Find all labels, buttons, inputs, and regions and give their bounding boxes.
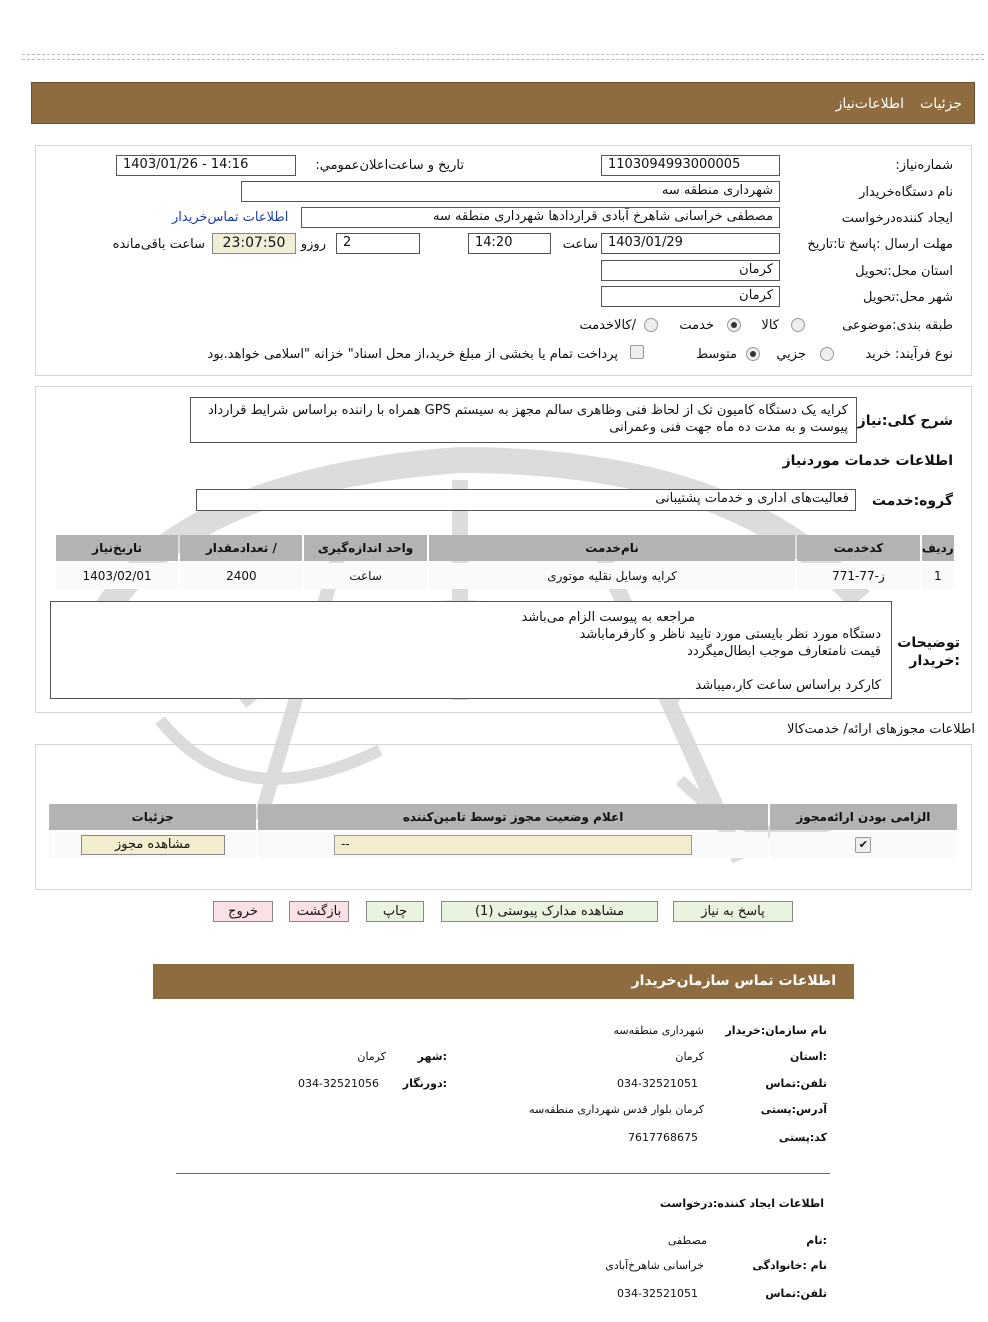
announce-label: تاریخ و ساعت‌اعلان‌عمومي:	[315, 158, 464, 173]
buyer-notes-line-4: کارکرد براساس ساعت کار،میباشد	[695, 678, 881, 693]
process-label: نوع فرآیند:	[895, 347, 953, 362]
view-permit-button[interactable]: مشاهده مجوز	[81, 835, 225, 855]
col-permit-status: اعلام وضعیت مجوز توسط تامین‌کننده	[258, 804, 767, 830]
buyer-notes-line-2: دستگاه مورد نظر بایستی مورد تایید ناظر و کارفرماباشد	[579, 627, 881, 642]
need-number-label: شماره‌نیاز:	[895, 158, 953, 173]
col-need-date: تاریخ‌نیاز	[56, 535, 178, 561]
contact-header-bar	[153, 964, 854, 999]
exit-button[interactable]: خروج	[213, 901, 273, 922]
days-label: روزو	[300, 237, 326, 252]
services-title: اطلاعات خدمات موردنیاز	[782, 453, 953, 469]
deadline-hour-label: ساعت	[562, 237, 598, 252]
contact-org-label: نام سازمان:خریدار	[725, 1024, 827, 1037]
buyer-notes-line-1: مراجعه به پیوست الزام می‌باشد	[521, 610, 695, 625]
col-permit-details: جزئیات	[49, 804, 256, 830]
contact-divider	[176, 1173, 830, 1174]
process-partial-label: جزیي	[776, 347, 806, 362]
table-row	[56, 563, 954, 589]
cell-service-name: کرایه وسایل نقلیه موتوری	[429, 563, 796, 589]
process-medium-radio[interactable]	[746, 347, 760, 361]
col-service-name: نام‌خدمت	[429, 535, 796, 561]
col-unit: واحد اندازه‌گیری	[304, 535, 426, 561]
creator-name-label: :نام	[806, 1234, 827, 1247]
contact-province-value: کرمان	[675, 1050, 704, 1063]
col-permit-required: الزامی بودن ارائه‌مجوز	[770, 804, 957, 830]
tab-details[interactable]: جزئیات	[920, 96, 962, 112]
creator-info-title: اطلاعات ایجاد کننده:درخواست	[659, 1197, 824, 1210]
description-box: کرایه یک دستگاه کامیون تک از لحاظ فنی وظاهری سالم مجهز به سیستم GPS همراه با راننده براساس شرایط قرارداد پیوست و به مدت ده ماه جهت فنی وعمرانی	[190, 397, 857, 443]
print-button[interactable]: چاپ	[366, 901, 424, 922]
city-field: کرمان	[601, 286, 780, 307]
province-label: استان محل:تحویل	[855, 264, 953, 279]
permits-header-row	[49, 804, 957, 830]
back-button[interactable]: بازگشت	[289, 901, 349, 922]
cell-unit: ساعت	[304, 563, 426, 589]
contact-province-label: :استان	[790, 1050, 827, 1063]
treasury-payment-checkbox[interactable]	[630, 345, 644, 359]
col-service-code: کدخدمت	[797, 535, 919, 561]
top-divider	[22, 54, 984, 60]
table-row	[49, 832, 957, 858]
reply-button[interactable]: پاسخ به نیاز	[673, 901, 793, 922]
creator-label: ایجاد کننده‌درخواست	[841, 211, 953, 226]
col-row: ردیف	[922, 535, 954, 561]
creator-family-label: نام :خانوادگی	[752, 1259, 827, 1272]
deadline-date-field: 1403/01/29	[601, 233, 780, 254]
deadline-label: مهلت ارسال :پاسخ تا:تاریخ	[807, 237, 953, 252]
contact-city-value: کرمان	[357, 1050, 386, 1063]
deadline-time-field: 14:20	[468, 233, 551, 254]
contact-postal-value: 7617768675	[628, 1131, 698, 1144]
contact-title: اطلاعات تماس سازمان‌خریدار	[631, 973, 836, 989]
permit-required-checkbox[interactable]: ✔	[855, 837, 871, 853]
contact-phone-label: تلفن:تماس	[765, 1077, 827, 1090]
services-table	[54, 533, 956, 591]
contact-postal-label: کد:پستی	[778, 1131, 827, 1144]
contact-city-label: :شهر	[417, 1050, 447, 1063]
cell-permit-status	[258, 832, 767, 858]
group-label: گروه:خدمت	[871, 493, 953, 509]
creator-name-value: مصطفی	[667, 1234, 707, 1247]
process-medium-label: متوسط	[696, 347, 737, 362]
services-header-row	[56, 535, 954, 561]
cell-row: 1	[922, 563, 954, 589]
cell-need-date: 1403/02/01	[56, 563, 178, 589]
announce-field: 1403/01/26 - 14:16	[116, 155, 296, 176]
contact-address-label: آدرس:پستی	[760, 1103, 827, 1116]
contact-org-value: شهرداری منطقه‌سه	[613, 1024, 704, 1037]
remaining-label: ساعت باقی‌مانده	[112, 237, 205, 252]
need-number-field: 1103094993000005	[601, 155, 780, 176]
creator-phone-value: 034-32521051	[617, 1287, 698, 1300]
cell-service-code: ز-77-771	[797, 563, 919, 589]
province-field: کرمان	[601, 260, 780, 281]
cell-permit-required	[770, 832, 957, 858]
category-service-radio[interactable]	[727, 318, 741, 332]
buyer-notes-box	[50, 601, 892, 699]
permits-title: اطلاعات مجوزهای ارائه/ خدمت‌کالا	[786, 722, 975, 737]
contact-fax-value: 034-32521056	[298, 1077, 379, 1090]
view-attachments-button[interactable]: مشاهده مدارک پیوستی (1)	[441, 901, 658, 922]
contact-address-value: کرمان بلوار قدس شهرداری منطقه‌سه	[529, 1103, 704, 1116]
category-service-label: خدمت	[679, 318, 714, 333]
category-goods-service-radio[interactable]	[644, 318, 658, 332]
treasury-payment-text: پرداخت تمام یا بخشی از مبلغ خرید،از محل اسناد" خزانه "اسلامی خواهد.بود	[207, 347, 618, 362]
col-quantity: / تعدادمقدار	[180, 535, 302, 561]
category-goods-label: کالا	[761, 318, 779, 333]
category-goods-radio[interactable]	[791, 318, 805, 332]
buyer-notes-line-3: قیمت نامتعارف موجب ابطال‌میگردد	[687, 644, 881, 659]
buyer-notes-label: توضیحات :خریدار	[897, 635, 960, 669]
permits-table	[47, 802, 959, 860]
category-goods-service-label: /کالاخدمت	[579, 318, 636, 333]
description-label: شرح کلی:نیاز	[857, 413, 953, 429]
creator-phone-label: تلفن:تماس	[765, 1287, 827, 1300]
days-field: 2	[336, 233, 420, 254]
group-field: فعالیت‌های اداری و خدمات پشتیبانی	[196, 489, 856, 511]
need-info-panel	[35, 145, 972, 376]
creator-family-value: خراسانی شاهرخ‌آبادی	[605, 1259, 704, 1272]
category-label: طبقه بندی:موضوعی	[842, 318, 953, 333]
contact-phone-value: 034-32521051	[617, 1077, 698, 1090]
tab-need-info[interactable]: اطلاعات‌نیاز	[835, 96, 904, 112]
contact-fax-label: :دورنگار	[402, 1077, 447, 1090]
cell-quantity: 2400	[180, 563, 302, 589]
city-label: شهر محل:تحویل	[863, 290, 953, 305]
buyer-contact-link[interactable]: اطلاعات تماس‌خریدار	[172, 210, 289, 225]
process-buy-label: خرید	[865, 347, 891, 362]
page-header-bar	[31, 82, 975, 124]
buyer-label: نام دستگاه‌خریدار	[859, 185, 953, 200]
remaining-time-field: 23:07:50	[212, 233, 296, 254]
permit-status-field[interactable]: --	[334, 835, 692, 855]
creator-field: مصطفی خراسانی شاهرخ آبادی قراردادها شهرداری منطقه سه	[301, 207, 780, 228]
buyer-field: شهرداری منطقه سه	[241, 181, 780, 202]
process-partial-radio[interactable]	[820, 347, 834, 361]
cell-permit-details	[49, 832, 256, 858]
